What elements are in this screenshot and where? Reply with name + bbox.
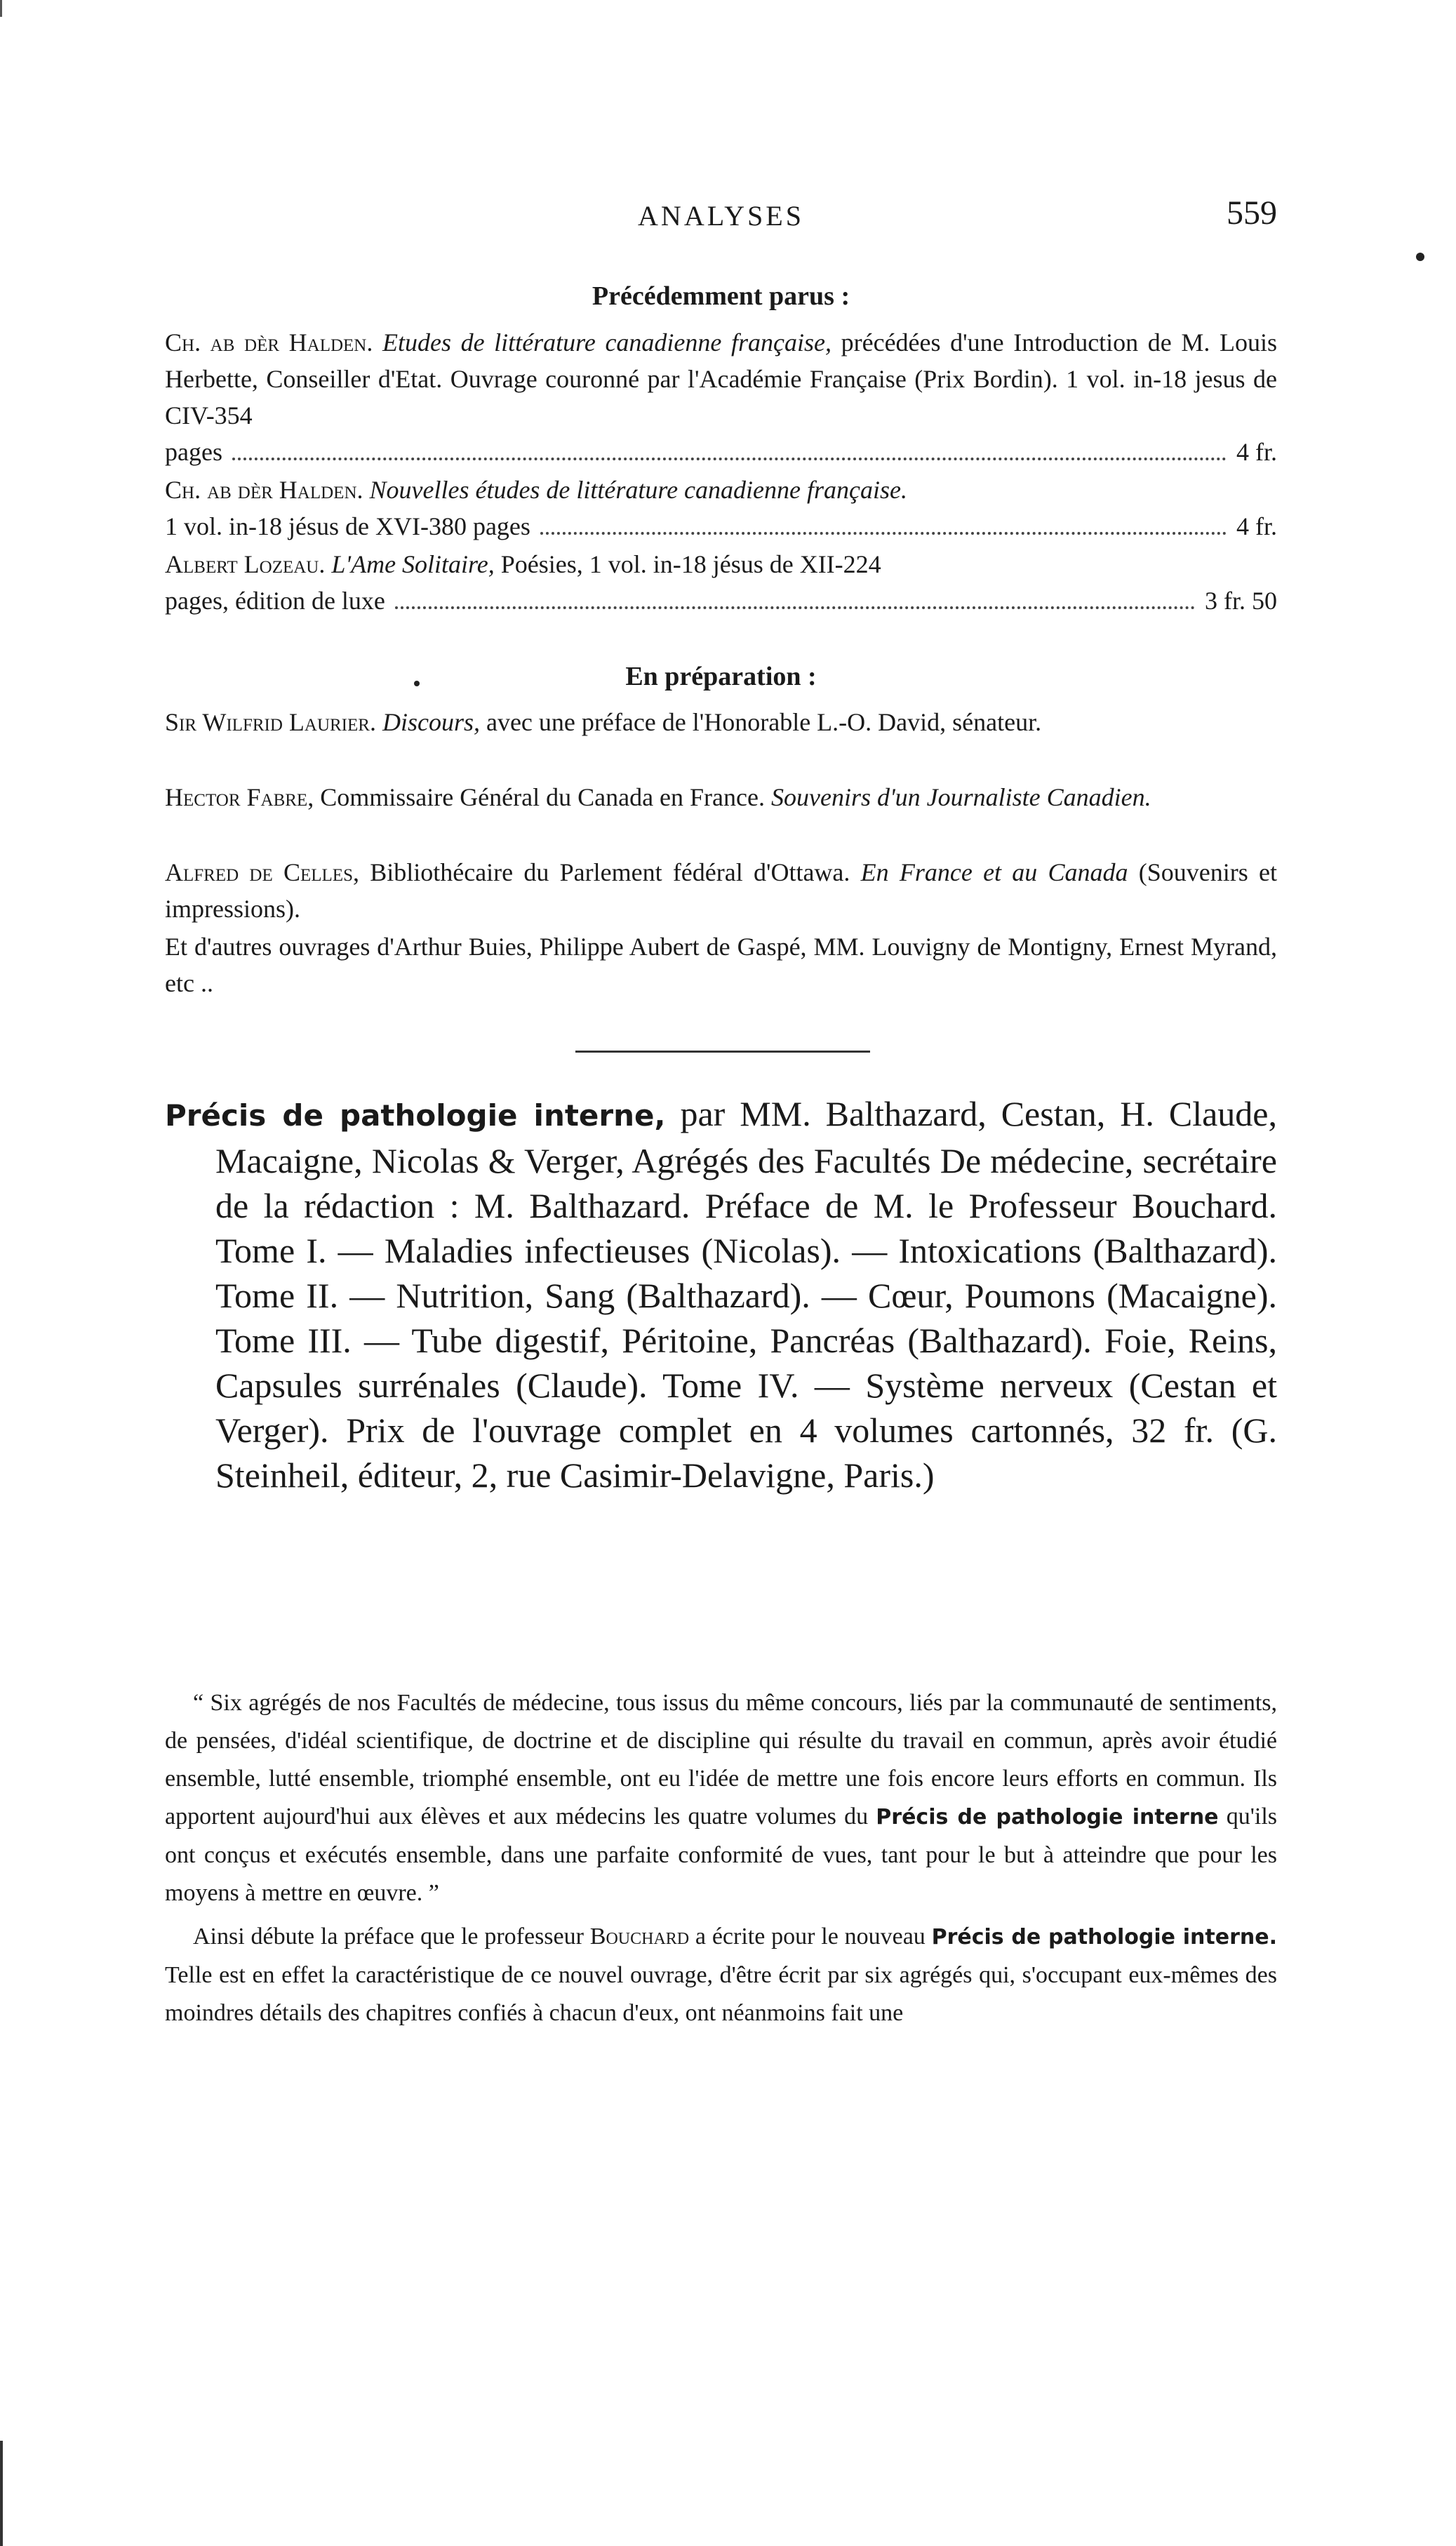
published-entry (165, 324, 1277, 470)
entry-title: Discours, (382, 708, 480, 736)
published-heading: Précédemment parus : (592, 281, 850, 311)
dot-leader (395, 606, 1195, 609)
entry-price: 3 fr. 50 (1205, 587, 1277, 615)
preparation-heading: En préparation : (625, 662, 817, 691)
entry-last-line: pages (165, 438, 222, 466)
dot-leader (540, 532, 1227, 535)
preparation-entry (165, 779, 1277, 815)
price-line (165, 582, 1277, 619)
entry-price: 4 fr. (1236, 512, 1277, 540)
price-line (165, 434, 1277, 470)
entry-title: Nouvelles études de littérature canadienne française. (369, 476, 907, 504)
entry-author: Hector Fabre, (165, 783, 314, 811)
preparation-entry (165, 704, 1277, 740)
entry-title: Souvenirs d'un Journaliste Canadien. (770, 783, 1151, 811)
body-text: Ainsi débute la préface que le professeur (193, 1924, 590, 1950)
quote-paragraph (165, 1684, 1277, 1912)
preparation-entry (165, 928, 1277, 1001)
review-text (165, 1684, 1277, 2038)
review-heading (165, 1091, 1277, 1498)
entry-text-2: (Souvenirs et impressions). (165, 858, 1278, 923)
running-title: ANALYSES (638, 200, 804, 232)
entry-title: En France et au Canada (860, 858, 1128, 886)
scan-edge-mark (0, 0, 19, 17)
book-title-bold: Précis de pathologie interne (876, 1805, 1219, 1829)
entry-author: Alfred de Celles, (165, 858, 359, 886)
body-paragraph (165, 1918, 1277, 2032)
review-details: par MM. Balthazard, Cestan, H. Claude, Macaigne, Nicolas & Verger, Agrégés des Facultés De médecine, secrétaire de la rédaction : M. Balthazard. Préface de M. le Professeur Bouchard. Tome I. — Maladies infectieuses (Nicolas). — Intoxications (Balthazard). Tome II. — Nutrition, Sang (Balthazard). — Cœur, Poumons (Macaigne). Tome III. — Tube digestif, Péritoine, Pancréas (Balthazard). Foie, Reins, Capsules surrénales (Claude). Tome IV. — Système nerveux (Cestan et Verger). Prix de l'ouvrage complet en 4 volumes cartonnés, 32 fr. (G. Steinheil, éditeur, 2, rue Casimir-Delavigne, Paris.) (215, 1094, 1277, 1495)
entry-title: Etudes de littérature canadienne française, (382, 328, 831, 356)
entry-author: Sir Wilfrid Laurier. (165, 708, 376, 736)
published-entry (165, 546, 1277, 619)
body-text: Telle est en effet la caractéristique de ce nouvel ouvrage, d'être écrit par six agrégés qui, s'occupant eux-mêmes des moindres détails des chapitres confiés à chacun d'eux, ont néanmoins fait une (165, 1962, 1277, 2026)
published-entry (165, 472, 1277, 545)
margin-dot (1416, 253, 1424, 261)
price-line (165, 508, 1277, 545)
preparation-entry (165, 854, 1277, 927)
body-text: a écrite pour le nouveau (689, 1924, 932, 1950)
review-title: Précis de pathologie interne, (165, 1098, 666, 1133)
entry-text: Et d'autres ouvrages d'Arthur Buies, Philippe Aubert de Gaspé, MM. Louvigny de Montigny, Ernest Myrand, etc .. (165, 933, 1277, 997)
entry-text: précédées d'une Introduction de M. Louis Herbette, Conseiller d'Etat. Ouvrage couronné par l'Académie Française (Prix Bordin). 1 vol. in-18 jesus de CIV-354 (165, 328, 1278, 429)
author-name: Bouchard (589, 1924, 690, 1950)
entry-author: Ch. ab dèr Halden. (165, 328, 373, 356)
page-number: 559 (1227, 194, 1277, 232)
entry-price: 4 fr. (1236, 438, 1277, 466)
entry-text: avec une préface de l'Honorable L.-O. David, sénateur. (479, 708, 1042, 736)
entry-author: Ch. ab dèr Halden. (165, 476, 363, 504)
book-title-bold: Précis de pathologie interne. (931, 1925, 1277, 1950)
entry-last-line: 1 vol. in-18 jésus de XVI-380 pages (165, 512, 530, 540)
entry-last-line: pages, édition de luxe (165, 587, 385, 615)
entry-author: Albert Lozeau. (165, 550, 326, 578)
quote-text: qu'ils ont conçus et exécutés ensemble, dans une parfaite conformité de vues, tant pour le but à atteindre que pour les moyens à mettre en œuvre. ” (165, 1804, 1278, 1906)
quote-text: “ Six agrégés de nos Facultés de médecine, tous issus du même concours, liés par la communauté de sentiments, de pensées, d'idéal scientifique, de doctrine et de discipline qui résulte du travail en commun, après avoir étudié ensemble, lutté ensemble, triomphé ensemble, ont eu l'idée de mettre une fois encore leurs efforts en commun. Ils apportent aujourd'hui aux élèves et aux médecins les quatre volumes du (165, 1690, 1277, 1829)
entry-title: L'Ame Solitaire, (331, 550, 495, 578)
entry-text: Commissaire Général du Canada en France. (314, 783, 771, 811)
section-rule (575, 1051, 870, 1053)
entry-text: Poésies, 1 vol. in-18 jésus de XII-224 (494, 550, 881, 578)
scan-edge-mark (0, 2441, 45, 2546)
dot-leader (232, 458, 1227, 460)
running-header (165, 194, 1277, 243)
entry-text: Bibliothécaire du Parlement fédéral d'Ottawa. (359, 858, 861, 886)
